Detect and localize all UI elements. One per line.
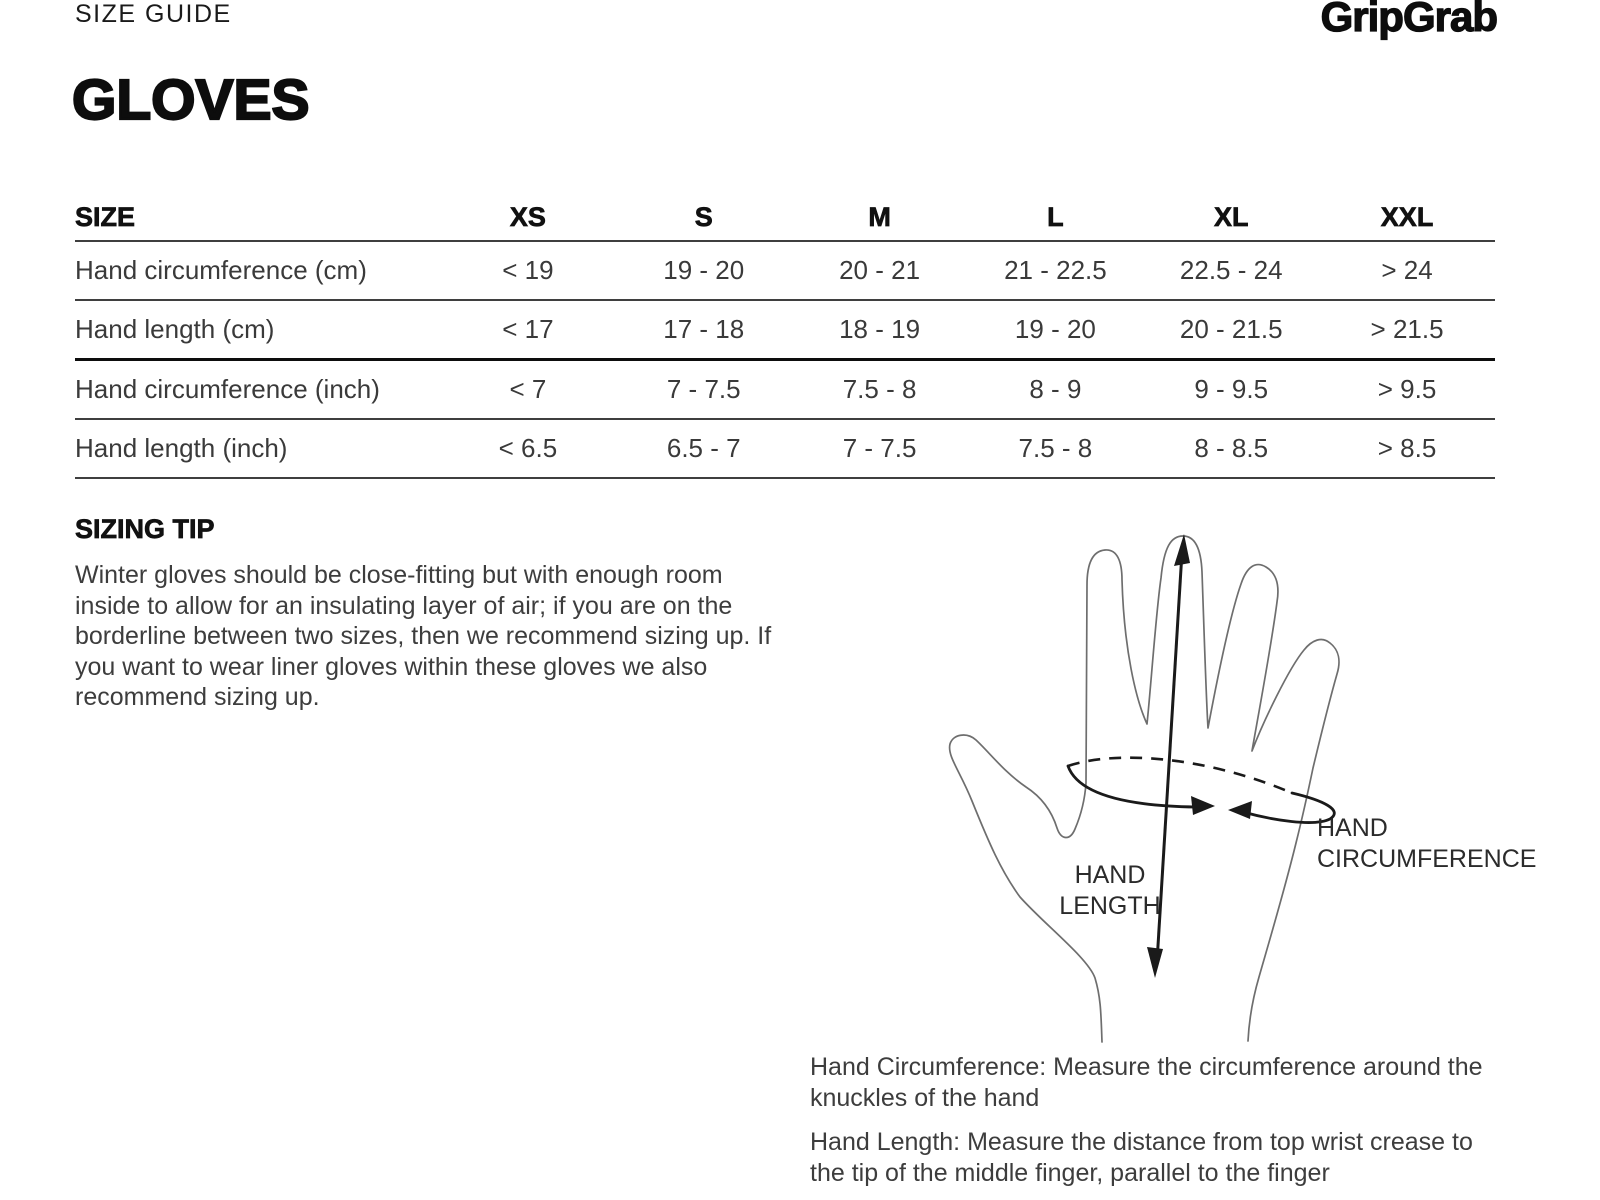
row-value: 19 - 20 (1014, 314, 1096, 344)
size-table-header-xxl: XXL (1380, 202, 1434, 232)
instruction-circumference: Hand Circumference: Measure the circumference around the knuckles of the hand (810, 1053, 1483, 1112)
size-table-header-l: L (1047, 202, 1064, 232)
hand-circumference-label-line1: HAND (1317, 814, 1388, 842)
size-table-row (75, 242, 1495, 301)
circumference-arrowhead-right (1191, 796, 1215, 815)
row-label: Hand length (cm) (75, 314, 275, 344)
page-title: GLOVES (72, 68, 310, 132)
hand-circumference-label-line2: CIRCUMFERENCE (1317, 845, 1537, 873)
row-value: 18 - 19 (839, 314, 921, 344)
row-value: 7.5 - 8 (1018, 433, 1093, 463)
hand-diagram (880, 490, 1500, 1050)
hand-length-arrowhead-bottom (1147, 947, 1163, 978)
size-table-header-xl: XL (1213, 202, 1249, 232)
row-value: 7 - 7.5 (666, 374, 741, 404)
size-table-header-row (75, 195, 1495, 242)
brand-logo: GripGrab (1320, 0, 1497, 40)
size-table (75, 195, 1495, 479)
size-table-header-label: SIZE (75, 202, 136, 232)
row-value: < 6.5 (498, 433, 558, 463)
row-value: > 9.5 (1377, 374, 1437, 404)
size-table-row (75, 361, 1495, 420)
row-value: < 7 (509, 374, 547, 404)
hand-length-label (1020, 860, 1200, 922)
row-value: 17 - 18 (663, 314, 745, 344)
hand-circumference-label (1317, 813, 1536, 875)
circumference-arrowhead-left (1228, 801, 1252, 819)
row-value: 20 - 21.5 (1179, 314, 1283, 344)
row-label: Hand circumference (cm) (75, 255, 367, 285)
row-value: 7 - 7.5 (842, 433, 917, 463)
instruction-length: Hand Length: Measure the distance from top wrist crease to the tip of the middle finger, parallel to the finger (810, 1128, 1473, 1187)
sizing-tip-body: Winter gloves should be close-fitting but with enough room inside to allow for an insulating layer of air; if you are on the borderline between two sizes, then we recommend sizing up. If you want to wear liner gloves within these gloves we also recommend sizing up. (75, 561, 772, 711)
page-eyebrow: SIZE GUIDE (75, 0, 232, 28)
row-value: > 24 (1381, 255, 1433, 285)
row-value: < 19 (502, 255, 554, 285)
row-value: 8 - 8.5 (1194, 433, 1269, 463)
size-table-header-s: S (694, 202, 713, 232)
size-table-row (75, 420, 1495, 479)
row-label: Hand length (inch) (75, 433, 288, 463)
row-label: Hand circumference (inch) (75, 374, 380, 404)
row-value: > 21.5 (1370, 314, 1444, 344)
circumference-ellipse-dashed (1068, 758, 1292, 793)
size-table-row (75, 301, 1495, 361)
row-value: < 17 (502, 314, 554, 344)
hand-length-arrowhead-top (1174, 534, 1190, 566)
row-value: 20 - 21 (839, 255, 921, 285)
row-value: 22.5 - 24 (1179, 255, 1283, 285)
row-value: 7.5 - 8 (842, 374, 917, 404)
row-value: 19 - 20 (663, 255, 745, 285)
row-value: 8 - 9 (1029, 374, 1082, 404)
row-value: 21 - 22.5 (1004, 255, 1107, 285)
row-value: > 8.5 (1377, 433, 1437, 463)
row-value: 9 - 9.5 (1194, 374, 1269, 404)
size-table-header-m: M (868, 202, 891, 232)
row-value: 6.5 - 7 (666, 433, 741, 463)
sizing-tip-heading: SIZING TIP (75, 514, 215, 544)
hand-length-label-line2: LENGTH (1059, 892, 1161, 920)
circumference-arrow-right (1068, 766, 1196, 807)
hand-length-label-line1: HAND (1074, 861, 1146, 889)
size-table-header-xs: XS (509, 202, 546, 232)
